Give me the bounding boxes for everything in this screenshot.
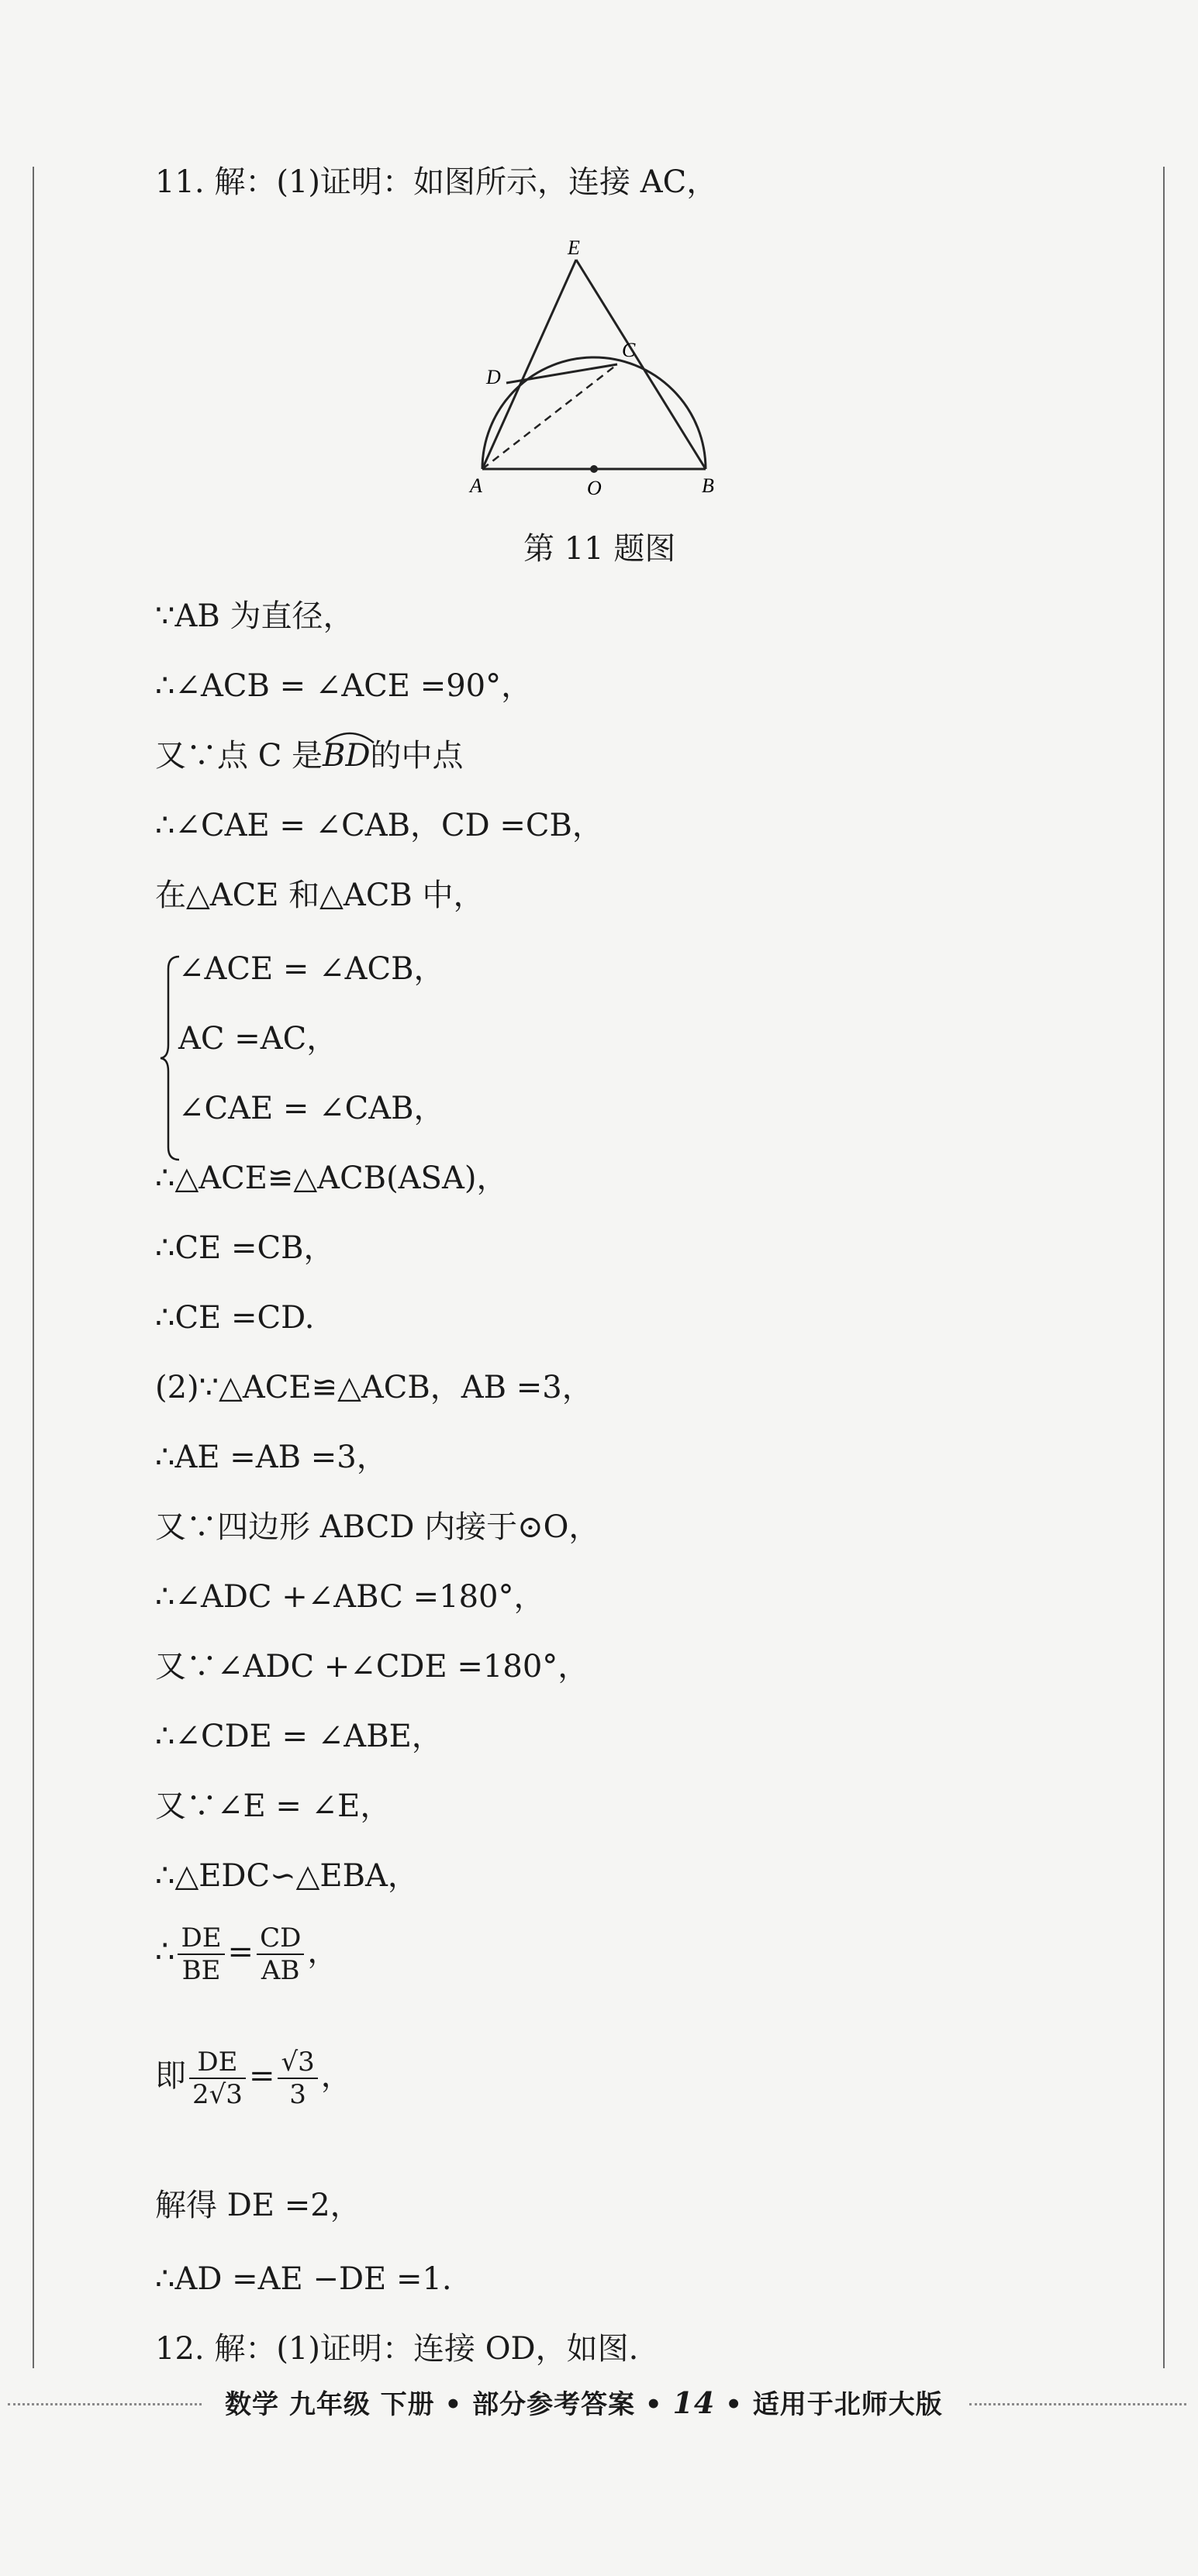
page-footer xyxy=(0,2384,1198,2423)
midpoint-text-a: 又∵点 C 是 xyxy=(155,738,323,774)
line-brace-2: AC =AC， xyxy=(178,1021,338,1057)
line-cae-cab: ∴∠CAE = ∠CAB，CD =CB， xyxy=(155,808,603,843)
segment-eb xyxy=(576,260,706,469)
fraction1-den2: AB xyxy=(261,1955,300,1986)
fraction1-right xyxy=(257,1923,304,1986)
fraction1-left xyxy=(178,1923,224,1986)
fraction1-eq: = xyxy=(227,1934,254,1970)
center-point-o xyxy=(590,465,598,473)
fraction1-num1: DE xyxy=(178,1923,224,1955)
line-brace-1: ∠ACE = ∠ACB， xyxy=(178,951,445,987)
fraction2-left xyxy=(189,2047,246,2110)
fraction1-suffix: ， xyxy=(307,1934,339,1970)
left-margin-line xyxy=(33,167,34,2368)
brace-icon xyxy=(159,953,182,1163)
arc-bd-label: BD xyxy=(323,738,371,774)
footer-dots-right xyxy=(969,2403,1186,2405)
line-de-2: 解得 DE =2， xyxy=(155,2188,361,2223)
fraction2-suffix: ， xyxy=(320,2058,352,2094)
segment-ac-dashed xyxy=(482,364,617,469)
label-c: C xyxy=(622,339,636,361)
label-a: A xyxy=(470,474,482,497)
footer-dots-left xyxy=(8,2403,202,2405)
segment-ae xyxy=(482,260,576,469)
arc-bd xyxy=(323,736,370,775)
line-congruent: ∴△ACE≌△ACB(ASA)， xyxy=(155,1160,508,1196)
label-e: E xyxy=(568,236,580,259)
footer-page-number: 14 xyxy=(672,2385,716,2420)
fraction2-right xyxy=(278,2047,317,2110)
arc-mark-icon xyxy=(323,729,377,744)
line-inscribed: 又∵四边形 ABCD 内接于⊙O， xyxy=(155,1509,600,1545)
figure-caption: 第 11 题图 xyxy=(523,531,676,567)
footer-text-left: 数学 九年级 下册 • 部分参考答案 • xyxy=(225,2389,673,2420)
line-ce-cd: ∴CE =CD. xyxy=(155,1300,315,1336)
right-margin-line xyxy=(1163,167,1165,2368)
line-fraction-1 xyxy=(155,1923,338,1986)
fraction1-prefix: ∴ xyxy=(155,1934,175,1970)
line-cde-abe: ∴∠CDE = ∠ABE， xyxy=(155,1719,443,1754)
footer-text-right: • 适用于北师大版 xyxy=(715,2389,943,2420)
line-angle-90: ∴∠ACB = ∠ACE =90°， xyxy=(155,668,533,704)
fraction1-den1: BE xyxy=(181,1955,221,1986)
segment-dc xyxy=(506,364,617,383)
fraction2-num2: √3 xyxy=(278,2047,317,2079)
label-o: O xyxy=(587,477,602,499)
line-ab-diameter: ∵AB 为直径， xyxy=(155,598,354,634)
line-adc-cde: 又∵∠ADC +∠CDE =180°， xyxy=(155,1649,589,1685)
line-brace-3: ∠CAE = ∠CAB， xyxy=(178,1091,445,1126)
label-d: D xyxy=(486,366,501,388)
footer-text xyxy=(225,2385,943,2420)
fraction1-num2: CD xyxy=(257,1923,304,1955)
fraction2-den2: 3 xyxy=(289,2079,306,2110)
fraction2-prefix: 即 xyxy=(155,2058,186,2094)
line-similar: ∴△EDC∽△EBA， xyxy=(155,1858,419,1894)
midpoint-text-b: 的中点 xyxy=(370,738,464,774)
fraction2-eq: = xyxy=(248,2058,275,2094)
geometry-figure xyxy=(465,233,744,504)
line-ae-ab: ∴AE =AB =3， xyxy=(155,1440,388,1475)
line-part2: (2)∵△ACE≌△ACB，AB =3， xyxy=(155,1370,593,1405)
line-e-e: 又∵∠E = ∠E， xyxy=(155,1788,392,1824)
problem-12-header: 12. 解：(1)证明：连接 OD，如图. xyxy=(155,2331,639,2367)
fraction2-num1: DE xyxy=(189,2047,246,2079)
label-b: B xyxy=(702,474,714,497)
line-ad-1: ∴AD =AE −DE =1. xyxy=(155,2261,452,2297)
line-midpoint xyxy=(155,736,464,775)
problem-11-header: 11. 解：(1)证明：如图所示，连接 AC， xyxy=(155,164,718,200)
fraction2-den1: 2√3 xyxy=(192,2079,243,2110)
line-fraction-2 xyxy=(155,2047,352,2110)
line-ce-cb: ∴CE =CB， xyxy=(155,1230,335,1266)
line-in-triangles: 在△ACE 和△ACB 中， xyxy=(155,878,485,913)
line-adc-abc: ∴∠ADC +∠ABC =180°， xyxy=(155,1579,545,1615)
